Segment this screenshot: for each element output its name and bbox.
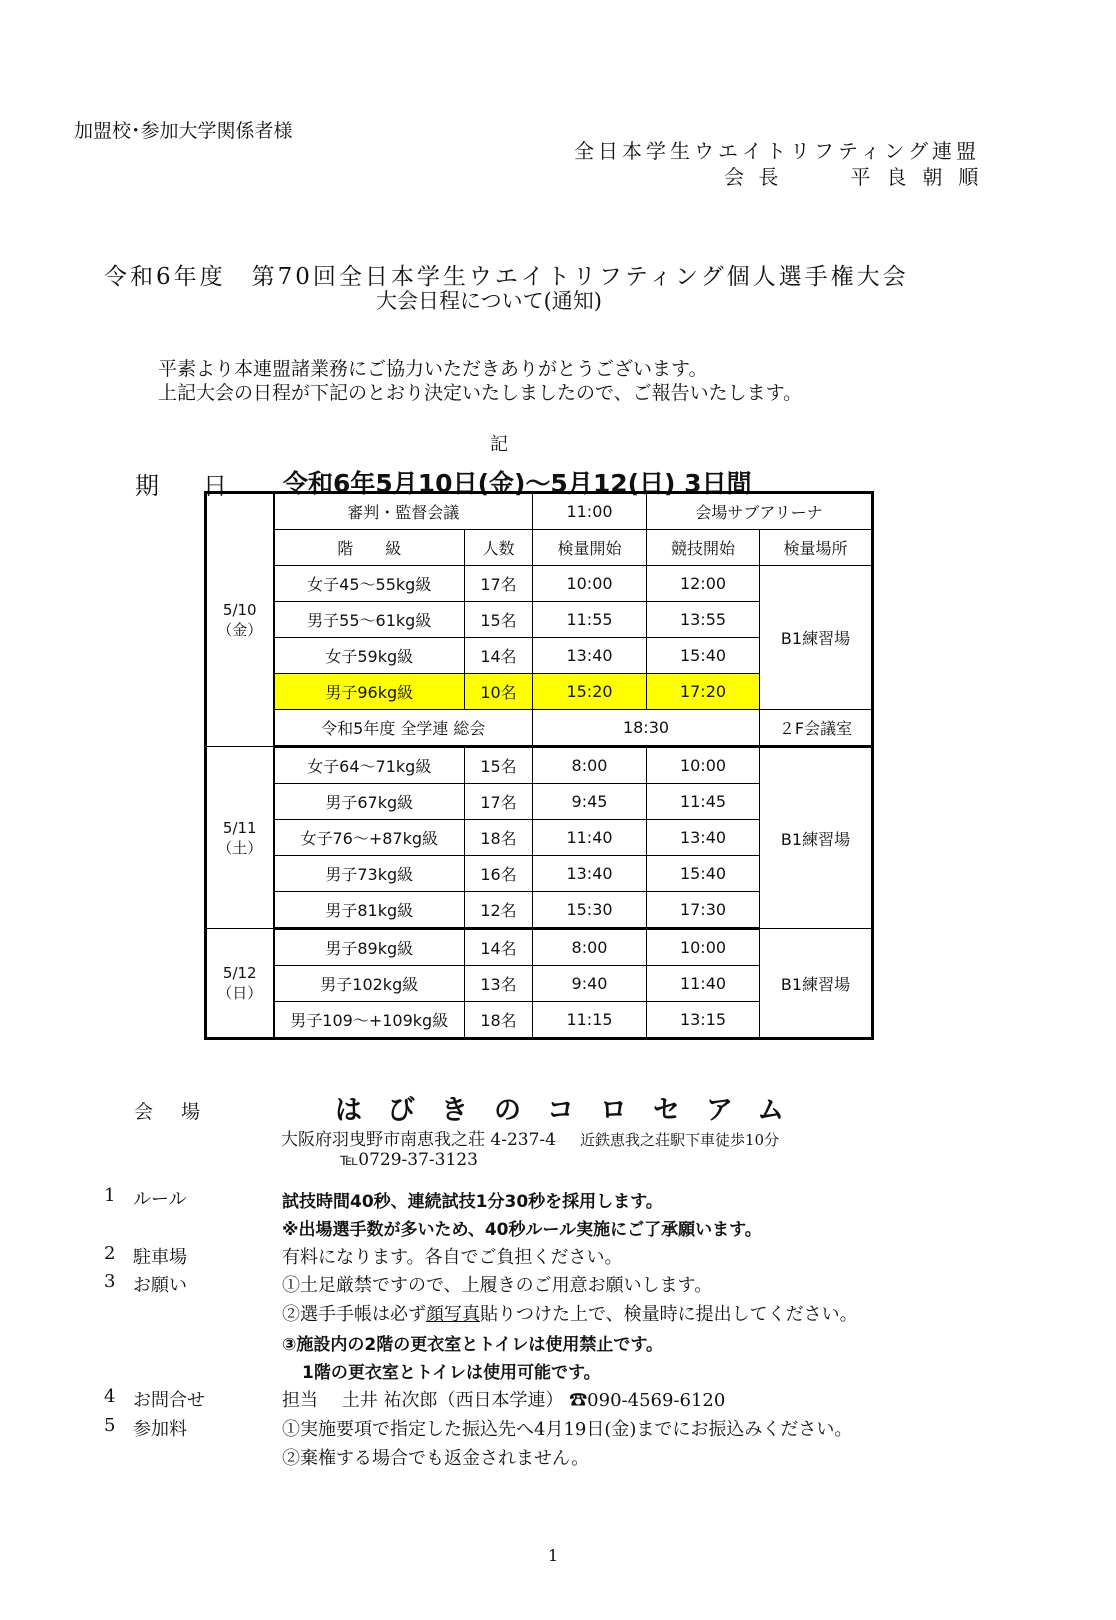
start-cell: 15:40	[647, 856, 760, 892]
request-text-part: 貼りつけた上で、検量時に提出してください。	[480, 1304, 858, 1325]
column-header: 人数	[465, 530, 533, 566]
column-header: 競技開始	[647, 530, 760, 566]
page-number: 1	[548, 1546, 559, 1565]
meeting-place: 会場サブアリーナ	[647, 493, 873, 530]
request-text-part: ②選手手帳は必ず	[282, 1304, 426, 1325]
column-header: 検量場所	[760, 530, 873, 566]
day-date: 5/11	[222, 818, 257, 837]
class-cell: 男子81kg級	[274, 892, 465, 929]
venue-address: 大阪府羽曳野市南恵我之荘 4-237-4	[281, 1130, 556, 1150]
request-text-underlined: 顔写真	[426, 1304, 480, 1325]
class-cell: 男子96kg級	[274, 674, 465, 710]
weigh-in-cell: 15:30	[533, 892, 647, 929]
item-number: 1	[104, 1185, 116, 1206]
count-cell: 18名	[465, 1002, 533, 1039]
item-number: 3	[104, 1271, 116, 1292]
request-text: ①土足厳禁ですので、上履きのご用意お願いします。	[282, 1275, 713, 1296]
item-label: 駐車場	[133, 1247, 187, 1268]
class-cell: 女子45～55kg級	[274, 566, 465, 602]
assembly-place: ２F会議室	[760, 710, 873, 747]
day-cell	[206, 929, 274, 1039]
column-header: 検量開始	[533, 530, 647, 566]
class-cell: 男子102kg級	[274, 966, 465, 1002]
class-cell: 女子64～71kg級	[274, 747, 465, 784]
intro-line: 上記大会の日程が下記のとおり決定いたしましたので、ご報告いたします。	[158, 382, 803, 404]
schedule-table	[204, 491, 874, 1040]
start-cell: 13:15	[647, 1002, 760, 1039]
meeting-name: 審判・監督会議	[274, 493, 533, 530]
count-cell: 14名	[465, 929, 533, 966]
start-cell: 15:40	[647, 638, 760, 674]
contact-text	[282, 1386, 725, 1412]
parking-text: 有料になります。各自でご負担ください。	[282, 1247, 623, 1268]
day-cell	[206, 747, 274, 929]
day-cell	[206, 493, 274, 747]
weigh-in-cell: 10:00	[533, 566, 647, 602]
start-cell: 17:30	[647, 892, 760, 929]
weigh-in-cell: 9:45	[533, 784, 647, 820]
day-weekday: （土）	[217, 838, 263, 857]
fee-text: ①実施要項で指定した振込先へ4月19日(金)までにお振込みください。	[282, 1419, 853, 1440]
table-row	[206, 929, 873, 966]
facility-notice: 1階の更衣室とトイレは使用可能です。	[302, 1363, 601, 1383]
place-cell: B1練習場	[760, 929, 873, 1039]
item-label: お問合せ	[133, 1390, 205, 1411]
item-number: 5	[104, 1415, 116, 1436]
weigh-in-cell: 11:55	[533, 602, 647, 638]
class-cell: 男子67kg級	[274, 784, 465, 820]
recipient-line: 加盟校･参加大学関係者様	[74, 120, 293, 142]
count-cell: 15名	[465, 747, 533, 784]
sender-block	[574, 138, 994, 190]
assembly-time: 18:30	[533, 710, 760, 747]
column-header: 階 級	[274, 530, 465, 566]
weigh-in-cell: 8:00	[533, 747, 647, 784]
venue-address-line	[281, 1125, 779, 1150]
assembly-row	[206, 710, 873, 747]
place-cell: B1練習場	[760, 566, 873, 710]
president-name: 平良朝順	[850, 165, 995, 189]
table-header-row	[206, 530, 873, 566]
venue-name: はびきのコロセアム	[335, 1095, 811, 1126]
date-label-char: 期	[135, 472, 159, 500]
weigh-in-cell: 13:40	[533, 638, 647, 674]
ki-mark: 記	[490, 434, 508, 455]
weigh-in-cell: 11:15	[533, 1002, 647, 1039]
assembly-name: 令和5年度 全学連 総会	[274, 710, 533, 747]
organization-name: 全日本学生ウエイトリフティング連盟	[574, 139, 980, 163]
count-cell: 18名	[465, 820, 533, 856]
weigh-in-cell: 11:40	[533, 820, 647, 856]
weigh-in-cell: 15:20	[533, 674, 647, 710]
rule-note: ※出場選手数が多いため、40秒ルール実施にご了承願います。	[282, 1220, 762, 1240]
class-cell: 女子59kg級	[274, 638, 465, 674]
class-cell: 男子89kg級	[274, 929, 465, 966]
venue-label: 会場	[134, 1101, 229, 1123]
weigh-in-cell: 13:40	[533, 856, 647, 892]
count-cell: 17名	[465, 784, 533, 820]
start-cell: 10:00	[647, 747, 760, 784]
weigh-in-cell: 8:00	[533, 929, 647, 966]
day-weekday: （日）	[217, 984, 263, 1002]
count-cell: 10名	[465, 674, 533, 710]
count-cell: 15名	[465, 602, 533, 638]
intro-text	[158, 357, 802, 405]
count-cell: 14名	[465, 638, 533, 674]
start-cell: 11:45	[647, 784, 760, 820]
item-number: 2	[104, 1243, 116, 1264]
day-weekday: （金）	[217, 621, 263, 639]
place-cell: B1練習場	[760, 747, 873, 929]
day-date: 5/12	[222, 964, 257, 982]
contact-phone: ☎090-4569-6120	[569, 1390, 726, 1411]
venue-tel: ℡0729-37-3123	[340, 1150, 478, 1170]
request-text	[282, 1300, 858, 1326]
item-label: 参加料	[133, 1419, 187, 1440]
president-line	[574, 164, 994, 190]
table-row	[206, 566, 873, 602]
class-cell: 男子55～61kg級	[274, 602, 465, 638]
start-cell: 17:20	[647, 674, 760, 710]
class-cell: 男子109～+109kg級	[274, 1002, 465, 1039]
document-title: 令和6年度 第70回全日本学生ウエイトリフティング個人選手権大会	[104, 264, 909, 290]
class-cell: 女子76～+87kg級	[274, 820, 465, 856]
start-cell: 11:40	[647, 966, 760, 1002]
count-cell: 12名	[465, 892, 533, 929]
document-subtitle: 大会日程について(通知)	[376, 289, 602, 313]
meeting-time: 11:00	[533, 493, 647, 530]
date-label-char: 日	[203, 472, 227, 500]
item-number: 4	[104, 1386, 116, 1407]
item-label: ルール	[133, 1189, 187, 1210]
start-cell: 12:00	[647, 566, 760, 602]
start-cell: 13:55	[647, 602, 760, 638]
count-cell: 13名	[465, 966, 533, 1002]
table-row	[206, 747, 873, 784]
weigh-in-cell: 9:40	[533, 966, 647, 1002]
contact-person: 担当 土井 祐次郎（西日本学連）	[282, 1390, 564, 1411]
venue-access: 近鉄恵我之荘駅下車徒歩10分	[579, 1131, 780, 1149]
president-title: 会 長	[724, 165, 783, 189]
item-label: お願い	[133, 1275, 187, 1296]
facility-notice: ③施設内の2階の更衣室とトイレは使用禁止です。	[282, 1335, 664, 1355]
count-cell: 16名	[465, 856, 533, 892]
rule-text: 試技時間40秒、連続試技1分30秒を採用します。	[282, 1192, 663, 1212]
day-date: 5/10	[222, 601, 257, 619]
count-cell: 17名	[465, 566, 533, 602]
start-cell: 13:40	[647, 820, 760, 856]
start-cell: 10:00	[647, 929, 760, 966]
class-cell: 男子73kg級	[274, 856, 465, 892]
fee-text: ②棄権する場合でも返金されません。	[282, 1448, 590, 1469]
event-dates: 令和6年5月10日(金)～5月12(日) 3日間	[283, 469, 752, 498]
intro-line: 平素より本連盟諸業務にご協力いただきありがとうございます。	[158, 358, 708, 380]
meeting-row	[206, 493, 873, 530]
